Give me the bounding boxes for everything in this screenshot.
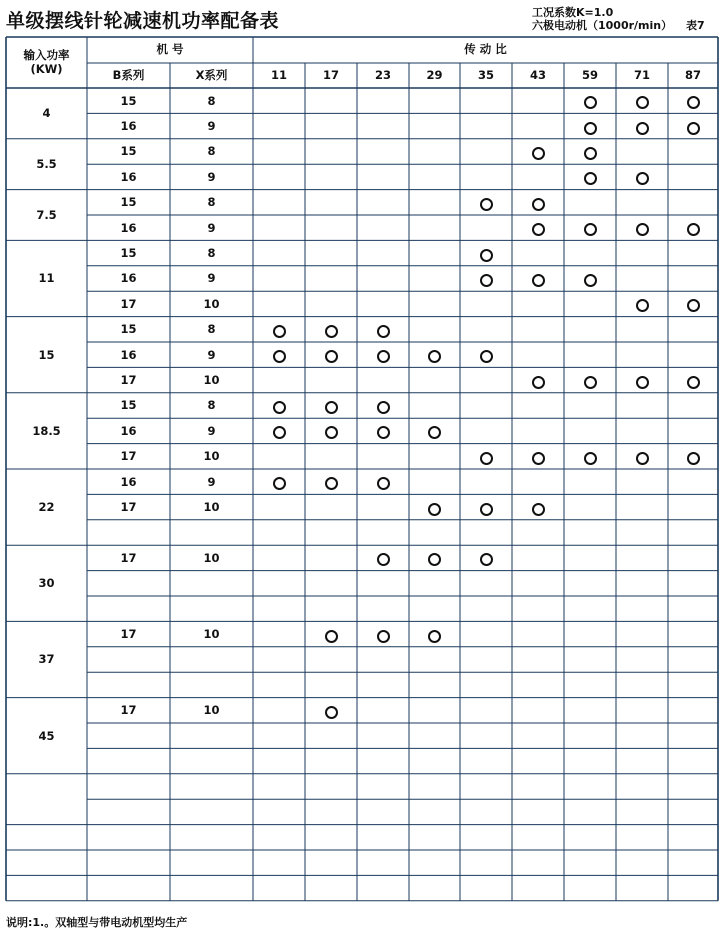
x-series-cell	[170, 571, 253, 596]
b-series-cell: 16	[120, 119, 137, 134]
x-series-cell: 8	[207, 246, 216, 261]
ratio-column-header: 17	[322, 67, 339, 82]
circle-mark-icon	[428, 503, 441, 516]
x-series-cell	[170, 825, 253, 850]
power-cell	[6, 875, 87, 900]
power-cell: 30	[38, 576, 55, 591]
power-cell: 11	[38, 271, 55, 286]
b-series-cell: 17	[120, 500, 137, 515]
circle-mark-icon	[325, 401, 338, 414]
ratio-column-header: 87	[684, 67, 701, 82]
circle-mark-icon	[377, 477, 390, 490]
circle-mark-icon	[377, 401, 390, 414]
circle-mark-icon	[273, 477, 286, 490]
b-series-cell: 17	[120, 550, 137, 565]
x-series-cell: 10	[203, 703, 220, 718]
x-series-cell: 9	[207, 271, 216, 286]
circle-mark-icon	[480, 553, 493, 566]
b-series-cell: 16	[120, 220, 137, 235]
x-series-cell	[170, 596, 253, 621]
x-series-cell: 8	[207, 144, 216, 159]
circle-mark-icon	[480, 503, 493, 516]
ratio-column-header: 35	[477, 67, 494, 82]
b-series-cell: 17	[120, 627, 137, 642]
circle-mark-icon	[532, 376, 545, 389]
circle-mark-icon	[687, 452, 700, 465]
b-series-cell: 17	[120, 373, 137, 388]
circle-mark-icon	[532, 198, 545, 211]
circle-mark-icon	[584, 122, 597, 135]
ratio-header: 传 动 比	[464, 42, 507, 57]
circle-mark-icon	[636, 299, 649, 312]
circle-mark-icon	[584, 274, 597, 287]
circle-mark-icon	[584, 223, 597, 236]
circle-mark-icon	[480, 274, 493, 287]
circle-mark-icon	[687, 122, 700, 135]
b-series-cell: 16	[120, 474, 137, 489]
b-series-cell	[87, 596, 170, 621]
circle-mark-icon	[377, 630, 390, 643]
b-series-cell: 16	[120, 271, 137, 286]
x-series-cell: 10	[203, 627, 220, 642]
circle-mark-icon	[532, 274, 545, 287]
power-header	[6, 37, 87, 88]
power-cell: 15	[38, 347, 55, 362]
circle-mark-icon	[428, 553, 441, 566]
circle-mark-icon	[377, 426, 390, 439]
ratio-column-header: 11	[270, 67, 287, 82]
power-cell: 45	[38, 728, 55, 743]
circle-mark-icon	[325, 325, 338, 338]
motor-spec-label: 六极电动机（1000r/min）	[532, 19, 673, 32]
circle-mark-icon	[532, 147, 545, 160]
power-cell	[6, 825, 87, 850]
circle-mark-icon	[428, 630, 441, 643]
circle-mark-icon	[687, 223, 700, 236]
power-cell: 5.5	[36, 157, 57, 172]
b-series-cell	[87, 748, 170, 773]
b-series-cell: 15	[120, 398, 137, 413]
circle-mark-icon	[636, 96, 649, 109]
power-header-label: 输入功率	[23, 48, 70, 63]
x-series-cell: 10	[203, 449, 220, 464]
x-series-cell	[170, 875, 253, 900]
footnote: 说明:1.。双轴型与带电动机型均生产	[6, 916, 188, 929]
circle-mark-icon	[273, 350, 286, 363]
b-series-cell: 16	[120, 423, 137, 438]
x-series-cell: 9	[207, 169, 216, 184]
circle-mark-icon	[636, 452, 649, 465]
circle-mark-icon	[584, 452, 597, 465]
b-series-cell: 15	[120, 322, 137, 337]
power-cell: 18.5	[32, 423, 61, 438]
x-series-cell: 9	[207, 220, 216, 235]
ratio-column-header: 71	[633, 67, 650, 82]
circle-mark-icon	[325, 706, 338, 719]
b-series-cell	[87, 774, 170, 799]
circle-mark-icon	[480, 198, 493, 211]
circle-mark-icon	[325, 426, 338, 439]
circle-mark-icon	[584, 172, 597, 185]
b-series-cell: 15	[120, 195, 137, 210]
power-unit-label: (KW)	[30, 61, 63, 76]
circle-mark-icon	[273, 401, 286, 414]
x-series-cell	[170, 799, 253, 824]
circle-mark-icon	[532, 223, 545, 236]
b-series-header: B系列	[112, 67, 145, 82]
x-series-cell	[170, 520, 253, 545]
circle-mark-icon	[325, 630, 338, 643]
x-series-header: X系列	[195, 67, 228, 82]
x-series-cell: 9	[207, 119, 216, 134]
b-series-cell	[87, 647, 170, 672]
b-series-cell: 17	[120, 296, 137, 311]
service-factor-label: 工况系数K=1.0	[532, 6, 614, 19]
b-series-cell	[87, 875, 170, 900]
x-series-cell: 10	[203, 373, 220, 388]
power-cell: 7.5	[36, 207, 57, 222]
circle-mark-icon	[377, 553, 390, 566]
table-code-label: 表7	[686, 19, 705, 32]
circle-mark-icon	[377, 325, 390, 338]
circle-mark-icon	[480, 350, 493, 363]
x-series-cell: 9	[207, 474, 216, 489]
x-series-cell: 10	[203, 500, 220, 515]
b-series-cell: 15	[120, 246, 137, 261]
x-series-cell	[170, 748, 253, 773]
x-series-cell	[170, 774, 253, 799]
circle-mark-icon	[636, 376, 649, 389]
circle-mark-icon	[584, 147, 597, 160]
power-cell: 37	[38, 652, 55, 667]
x-series-cell	[170, 672, 253, 697]
circle-mark-icon	[687, 96, 700, 109]
b-series-cell	[87, 723, 170, 748]
circle-mark-icon	[532, 452, 545, 465]
b-series-cell: 17	[120, 703, 137, 718]
b-series-cell	[87, 672, 170, 697]
circle-mark-icon	[480, 249, 493, 262]
circle-mark-icon	[325, 477, 338, 490]
circle-mark-icon	[584, 96, 597, 109]
power-cell	[6, 774, 87, 825]
ratio-column-header: 23	[374, 67, 391, 82]
b-series-cell	[87, 520, 170, 545]
x-series-cell	[170, 647, 253, 672]
b-series-cell	[87, 799, 170, 824]
circle-mark-icon	[428, 426, 441, 439]
circle-mark-icon	[687, 376, 700, 389]
x-series-cell: 9	[207, 347, 216, 362]
x-series-cell: 8	[207, 195, 216, 210]
model-header: 机 号	[156, 42, 184, 57]
power-cell	[6, 850, 87, 875]
circle-mark-icon	[428, 350, 441, 363]
circle-mark-icon	[377, 350, 390, 363]
b-series-cell: 15	[120, 144, 137, 159]
x-series-cell: 9	[207, 423, 216, 438]
circle-mark-icon	[636, 172, 649, 185]
b-series-cell: 16	[120, 169, 137, 184]
x-series-cell: 8	[207, 93, 216, 108]
ratio-column-header: 43	[529, 67, 546, 82]
x-series-cell: 10	[203, 550, 220, 565]
b-series-cell: 15	[120, 93, 137, 108]
power-cell: 22	[38, 500, 55, 515]
circle-mark-icon	[532, 503, 545, 516]
b-series-cell	[87, 571, 170, 596]
x-series-cell: 8	[207, 398, 216, 413]
circle-mark-icon	[636, 122, 649, 135]
page-title: 单级摆线针轮减速机功率配备表	[6, 10, 280, 32]
b-series-cell	[87, 850, 170, 875]
circle-mark-icon	[636, 223, 649, 236]
power-cell: 4	[42, 106, 51, 121]
circle-mark-icon	[273, 426, 286, 439]
b-series-cell	[87, 825, 170, 850]
circle-mark-icon	[273, 325, 286, 338]
x-series-cell	[170, 850, 253, 875]
x-series-cell	[170, 723, 253, 748]
x-series-cell: 10	[203, 296, 220, 311]
circle-mark-icon	[584, 376, 597, 389]
circle-mark-icon	[480, 452, 493, 465]
ratio-column-header: 59	[581, 67, 598, 82]
x-series-cell: 8	[207, 322, 216, 337]
b-series-cell: 16	[120, 347, 137, 362]
ratio-column-header: 29	[426, 67, 443, 82]
b-series-cell: 17	[120, 449, 137, 464]
circle-mark-icon	[325, 350, 338, 363]
circle-mark-icon	[687, 299, 700, 312]
